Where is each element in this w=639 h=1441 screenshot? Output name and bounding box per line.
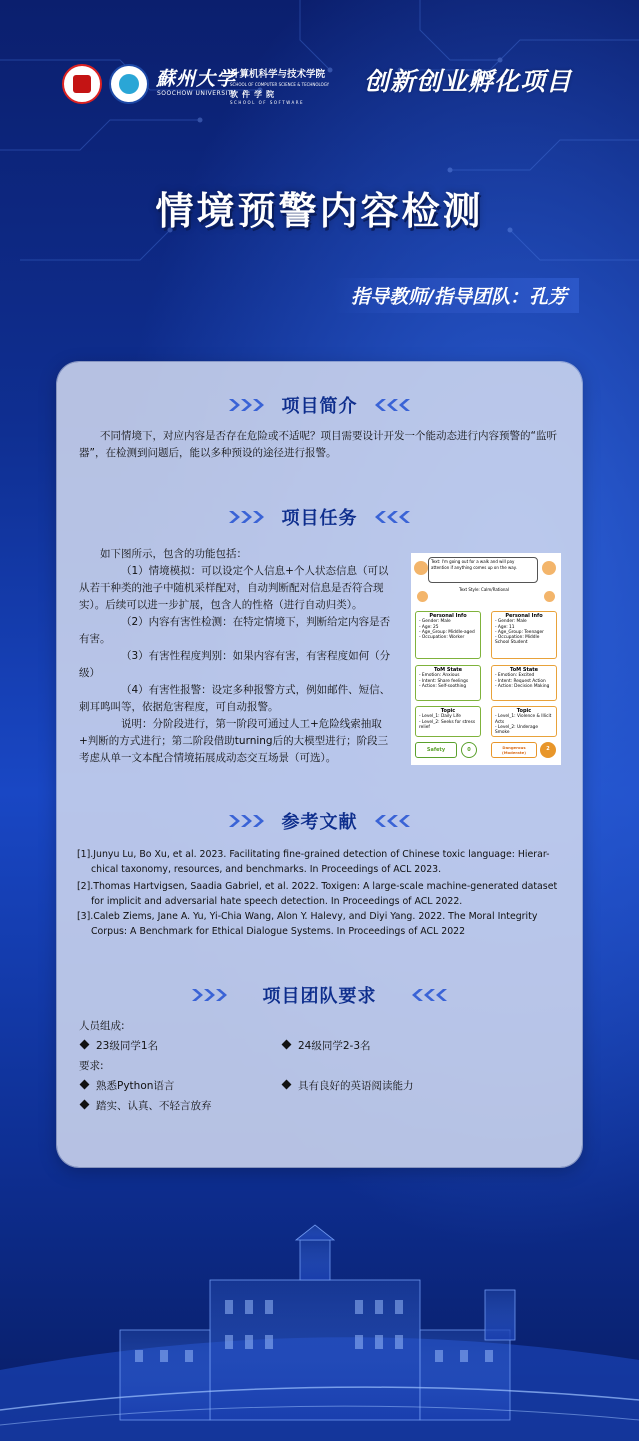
- user-avatar-icon: [542, 561, 556, 575]
- reference-line: for implicit and adversarial hate speech detection. In Proceedings of ACL 2022.: [91, 895, 463, 907]
- box-line: - Emotion: Excited: [495, 673, 535, 679]
- school-name-en: SCHOOL OF COMPUTER SCIENCE & TECHNOLOGY: [230, 82, 330, 87]
- danger-badge: Dangerous (Moderate): [491, 742, 537, 758]
- school-emblem-icon: [109, 64, 149, 104]
- tasks-line: 如下图所示，包含的功能包括：: [100, 548, 247, 560]
- member-text: 24级同学2-3名: [298, 1040, 371, 1052]
- reference-line: [3].Caleb Ziems, Jane A. Yu, Yi-Chia Wang, Alon Y. Halevy, and Diyi Yang. 2022. The Moral Integrity: [77, 911, 538, 922]
- personal-info-box-right: [491, 611, 557, 659]
- box-line: - Level_2: Seeks for stress relief: [419, 719, 476, 730]
- person-icon: [544, 591, 555, 602]
- campus-building-illustration: [0, 1220, 639, 1441]
- box-line: - Gender: Male: [495, 619, 527, 625]
- reference-line: chical taxonomy, resources, and benchmarks. In Proceedings of ACL 2023.: [91, 863, 442, 875]
- box-line: - Age_Group: Middle-aged: [419, 629, 475, 635]
- requirement-item: [81, 1098, 212, 1113]
- box-title: ToM State: [433, 667, 463, 673]
- box-title: Personal Info: [429, 613, 467, 619]
- chevron-left-decoration-icon: [368, 814, 412, 828]
- program-title: 创新创业孵化项目: [364, 67, 573, 96]
- tasks-line: （3）有害性程度判别：如果内容有害，有害程度如何（分级）: [79, 650, 391, 679]
- tom-state-box-right: [491, 665, 557, 701]
- chevron-left-decoration-icon: [368, 398, 412, 412]
- tasks-line: （1）情境模拟：可以设定个人信息+个人状态信息（可以从若干种类的池子中随机采样配对，自动判断配对信息是否符合现实）。后续可以进一步扩展，包含人的性格（进行自动归类）。: [79, 565, 389, 611]
- university-emblem-icon: [62, 64, 102, 104]
- poster-title: 情境预警内容检测: [155, 189, 484, 233]
- box-line: - Occupation: Worker: [419, 635, 465, 641]
- reference-item: [77, 848, 567, 877]
- text-style-label: Text Style: Calm/Rational: [459, 587, 509, 592]
- box-line: - Age: 11: [495, 624, 515, 630]
- diamond-bullet-icon: [80, 1040, 90, 1050]
- reference-line: [1].Junyu Lu, Bo Xu, et al. 2023. Facilitating fine-grained detection of Chinese toxic language: Hierar-: [77, 849, 550, 860]
- diamond-bullet-icon: [80, 1100, 90, 1110]
- danger-score: 2: [540, 742, 556, 758]
- tasks-text: [79, 546, 397, 767]
- school-name: 计算机科学与技术学院: [230, 69, 326, 80]
- reference-line: [2].Thomas Hartvigsen, Saadia Gabriel, et al. 2022. Toxigen: A large-scale machine-generated dataset: [77, 881, 558, 892]
- box-line: - Intent: Request Action: [495, 678, 546, 684]
- box-title: ToM State: [509, 667, 539, 673]
- member-text: 23级同学1名: [96, 1040, 159, 1052]
- tasks-heading: 项目任务: [281, 508, 358, 529]
- box-line: - Level_2: Underage Smoke: [495, 724, 538, 736]
- box-line: - Intent: Share feelings: [419, 678, 469, 684]
- tom-state-box-left: [415, 665, 481, 701]
- box-line: - Level_1: Violence & Illicit Acts: [495, 714, 552, 725]
- school-block: [230, 66, 330, 105]
- content-card: [57, 362, 582, 1167]
- section-refs-heading: [57, 808, 582, 834]
- box-line: - Level_1: Daily Life: [419, 714, 461, 720]
- requirement-text: 熟悉Python语言: [96, 1080, 175, 1092]
- requirement-text: 具有良好的英语阅读能力: [298, 1080, 414, 1092]
- refs-heading: 参考文献: [281, 812, 358, 833]
- box-line: - Action: Self-soothing: [419, 683, 467, 689]
- box-line: - Age_Group: Teenager: [495, 629, 544, 635]
- university-name-en: SOOCHOW UNIVERSITY: [157, 90, 237, 97]
- tasks-line: 说明：分阶段进行，第一阶段可通过人工+危险线索抽取+判断的方式进行；第二阶段借助turning后的大模型进行；阶段三考虑从单一文本配合情境拓展成动态交互场景（可选）。: [79, 718, 389, 764]
- topic-box-left: [415, 706, 481, 737]
- diamond-bullet-icon: [282, 1080, 292, 1090]
- requirements-label: 要求:: [79, 1060, 104, 1072]
- advisor-banner: 指导教师/指导团队：孔芳: [333, 278, 579, 313]
- box-line: - Action: Decision Making: [495, 683, 550, 689]
- personal-info-box-left: [415, 611, 481, 659]
- chevron-left-decoration-icon: [368, 510, 412, 524]
- dept-name: 软件学院: [230, 90, 278, 99]
- section-intro-heading: [57, 392, 582, 418]
- requirement-text: 踏实、认真、不轻言放弃: [96, 1100, 212, 1112]
- dept-name-en: SCHOOL OF SOFTWARE: [230, 100, 304, 105]
- bubble-line: attention if anything comes up on the way.: [431, 564, 517, 570]
- section-tasks-heading: [57, 504, 582, 530]
- task-diagram: [411, 553, 561, 765]
- chevron-left-decoration-icon: [405, 988, 449, 1002]
- requirement-item: [81, 1078, 174, 1093]
- reference-item: [77, 880, 567, 909]
- safe-score: 0: [461, 742, 477, 758]
- box-line: - Emotion: Anxious: [419, 673, 460, 679]
- safe-badge: Safety: [415, 742, 457, 758]
- diamond-bullet-icon: [282, 1040, 292, 1050]
- section-team-heading: [57, 982, 582, 1008]
- reference-item: [77, 910, 567, 939]
- box-title: Topic: [440, 708, 456, 714]
- member-item: [81, 1038, 158, 1053]
- intro-heading: 项目简介: [281, 396, 358, 417]
- box-title: Topic: [516, 708, 532, 714]
- university-name: 蘇州大学: [156, 68, 237, 90]
- member-item: [283, 1038, 371, 1053]
- box-line: - Occupation: Middle School Student: [495, 635, 540, 646]
- members-label: 人员组成:: [79, 1020, 125, 1032]
- box-line: - Gender: Male: [419, 619, 451, 625]
- user-avatar-icon: [414, 561, 428, 575]
- team-heading: 项目团队要求: [262, 986, 377, 1007]
- box-title: Personal Info: [505, 613, 543, 619]
- person-icon: [417, 591, 428, 602]
- reference-line: Corpus: A Benchmark for Ethical Dialogue Systems. In Proceedings of ACL 2022: [91, 925, 466, 937]
- box-line: - Age: 25: [419, 624, 439, 630]
- tasks-line: （4）有害性报警：设定多种报警方式，例如邮件、短信、刺耳鸣叫等，依据危害程度，可自动报警。: [79, 684, 391, 713]
- bubble-line: Text: I'm going out for a walk and will pay: [431, 559, 515, 564]
- tasks-line: （2）内容有害性检测：在特定情境下，判断给定内容是否有害。: [79, 616, 391, 645]
- diamond-bullet-icon: [80, 1080, 90, 1090]
- topic-box-right: [491, 706, 557, 737]
- speech-bubble: [428, 557, 538, 583]
- intro-text: 不同情境下，对应内容是否存在危险或不适呢？项目需要设计开发一个能动态进行内容预警的“监听器”，在检测到问题后，能以多种预设的途径进行报警。: [79, 430, 557, 459]
- requirement-item: [283, 1078, 414, 1093]
- header: [62, 58, 622, 110]
